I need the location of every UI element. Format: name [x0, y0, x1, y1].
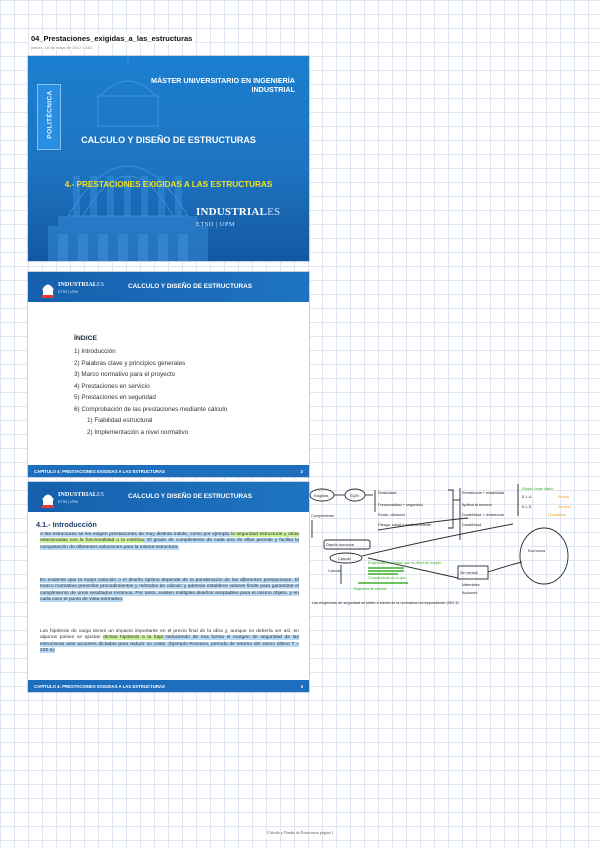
note-date: jueves, 18 de mayo de 2017 13:51	[31, 45, 93, 50]
sketch-materiales: Materiales	[462, 583, 480, 587]
index-item: 2) Palabras clave y principios generales	[74, 359, 186, 367]
sketch-col2-item: Durabilidad + resistencia	[462, 513, 504, 517]
sketch-col2-item: Resistencia + estabilidad	[462, 491, 505, 495]
note-title: 04_Prestaciones_exigidas_a_las_estructuras	[31, 34, 193, 43]
index-subitem: 1) Fiabilidad estructural	[87, 417, 153, 424]
index-item: 1) Introducción	[74, 348, 116, 355]
index-item: 6) Comprobación de las prestaciones mediante cálculo	[74, 405, 228, 413]
header-title: CALCULO Y DISEÑO DE ESTRUCTURAS	[128, 283, 253, 290]
sketch-exigidas: Exigidas	[314, 494, 329, 498]
slide-cover	[28, 56, 309, 261]
footer-page-number: 3	[300, 684, 303, 689]
footer-chapter: CAPÍTULO 4: PRESTACIONES EXIGIDAS A LAS ESTRUCTURAS	[34, 684, 165, 689]
sketch-legend-extra: Durabilidad	[548, 513, 567, 517]
sketch-sqm: SQM	[350, 494, 359, 498]
header-logo-sub: ETSII | UPM	[58, 290, 78, 294]
slide-introduction	[28, 482, 309, 692]
header-title: CALCULO Y DISEÑO DE ESTRUCTURAS	[128, 493, 253, 500]
university-vertical-label: POLITÉCNICA	[46, 90, 54, 139]
section-heading: 4.1.- Introducción	[36, 520, 97, 529]
slide-footer	[28, 680, 309, 692]
index-title: ÍNDICE	[74, 335, 98, 342]
sketch-acciones: Acciones	[462, 591, 478, 595]
sketch-legend-elu-note: Rotura	[558, 495, 569, 499]
page-footer: Cálculo y Diseño de Estructuras página 1	[267, 830, 334, 835]
sketch-col2-item: Durabilidad	[462, 523, 482, 527]
building-logo-icon	[40, 278, 56, 298]
paragraph-2: Es evidente que la mejor solución o el diseño óptimo depende de la ponderación de las diferentes prestaciones. El marco normativo prescribe procedimientos y métodos de cálculo y además establece valores límite para garantizar el cumplimiento de unos resultados mínimos. Por tanto, existen múltiples diseños aceptables para el mismo objeto, y en cada caso el punto de vista normativo.	[40, 578, 299, 602]
sketch-calculo: Cálculo	[338, 557, 351, 561]
sketch-legend-elu: E.L.U.	[522, 495, 533, 499]
sketch-col2-item: Aptitud al servicio	[462, 503, 492, 507]
sketch-economia: Economía	[528, 549, 546, 553]
master-title: MÁSTER UNIVERSITARIO EN INGENIERÍA INDUSTRIAL	[150, 76, 295, 94]
slide-footer	[28, 465, 309, 477]
paragraph-3: Las hipótesis de carga tienen un impacto importante en el precio final de la obra y, aunque no debería ser así, en algunos países se ajustan dichas hipótesis a la baja reduciendo de esa forma el margen de seguridad de las estructuras ante acciones dictadas para reducir su coste. (Ejemplo Romano, período de retorno del sismo último T = 225 a).	[40, 629, 299, 653]
sketch-sin-vertido: Sin vertido	[460, 571, 478, 575]
index-item: 5) Prestaciones en seguridad	[74, 394, 156, 401]
sketch-legend-els-note: Servicio	[558, 505, 571, 509]
footer-page-number: 2	[300, 469, 303, 474]
index-subitem: 2) Implementación a nivel normativo	[87, 428, 189, 436]
sketch-legend-top: Estado límite último	[522, 487, 554, 491]
index-item: 3) Marco normativo para el proyecto	[74, 371, 176, 378]
sketch-esquema: Esquema de cálculo	[354, 587, 387, 591]
sketch-cumplimiento: Cumplimiento	[311, 514, 335, 518]
slide-header	[28, 272, 309, 302]
sketch-green-note: Exigencias de pliegos que es difícil de cumplir	[368, 561, 442, 565]
course-title: CALCULO Y DISEÑO DE ESTRUCTURAS	[81, 135, 256, 145]
chapter-title: 4.- PRESTACIONES EXIGIDAS A LAS ESTRUCTURAS	[64, 180, 273, 189]
sketch-diseno: Diseño funcional	[326, 543, 355, 547]
sketch-legend-els: E.L.S.	[522, 505, 533, 509]
paragraph-1: A las estructuras se les exigen prestaciones de muy distinta índole, como por ejemplo la seguridad estructural y otras relacionadas con la funcionalidad o la estética. El grado de cumplimiento de cada una de ellas permite y facilita la comparación de diferentes soluciones para la misma estructura.	[40, 532, 300, 550]
header-logo-sub: ETSII | UPM	[58, 500, 78, 504]
sketch-sub-calculo: Cálculo	[328, 569, 341, 573]
sketch-green-note-2: Cumplimiento en lo que...	[368, 576, 409, 580]
slide-index	[28, 272, 309, 477]
slide-header	[28, 482, 309, 512]
handwritten-sketch	[308, 482, 598, 607]
building-logo-icon	[40, 488, 56, 508]
industriales-logo: INDUSTRIALES	[196, 206, 281, 218]
industriales-logo-sub: ETSII | UPM	[196, 221, 235, 228]
sketch-col1-item: Riesgo, salud y medioambiente	[378, 523, 431, 527]
footer-chapter: CAPÍTULO 4: PRESTACIONES EXIGIDAS A LAS ESTRUCTURAS	[34, 469, 165, 474]
header-logo-text: INDUSTRIALES	[58, 281, 105, 288]
header-logo-text: INDUSTRIALES	[58, 491, 105, 498]
sketch-col1-title: Elasticidad, ...	[378, 491, 402, 495]
sketch-col1-item: Funcionalidad + seguridad	[378, 503, 423, 507]
sketch-col1-item: Ruido, vibración	[378, 513, 406, 517]
sketch-bottom-note: Las exigencias de seguridad se piden a través de la normativa correspondiente (ISO 3)	[312, 601, 459, 605]
index-list	[74, 346, 227, 438]
index-item: 4) Prestaciones en servicio	[74, 382, 150, 390]
